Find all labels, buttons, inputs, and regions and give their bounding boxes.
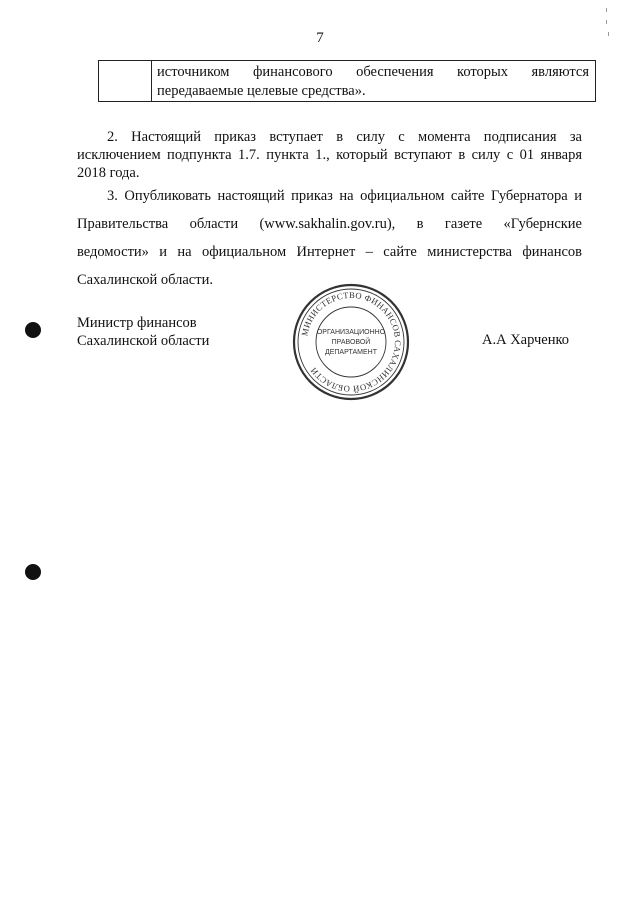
punch-hole — [25, 564, 41, 580]
signatory-title-line-1: Министр финансов — [77, 315, 197, 331]
table-text-line-1: источником финансового обеспечения которых являются — [157, 64, 589, 80]
official-stamp — [291, 282, 411, 402]
table-text-line-2: передаваемые целевые средства». — [157, 83, 366, 99]
stamp-outer-text: МИНИСТЕРСТВО ФИНАНСОВ САХАЛИНСКОЙ ОБЛАСТИ — [299, 289, 404, 395]
paragraph-2 — [77, 128, 582, 182]
page-number: 7 — [316, 30, 324, 46]
signatory-name: А.А Харченко — [482, 332, 570, 348]
paragraph-3-line-3: ведомости» и на официальном Интернет – сайте министерства финансов — [77, 244, 582, 260]
paragraph-3-line-1: 3. Опубликовать настоящий приказ на официальном сайте Губернатора и — [107, 188, 582, 204]
signatory-title-line-2: Сахалинской области — [77, 333, 210, 349]
scan-speck — [606, 20, 607, 24]
stamp-inner-line-1: ОРГАНИЗАЦИОННО — [316, 329, 386, 336]
paragraph-2-line-3: 2018 года. — [77, 165, 140, 181]
paragraph-2-line-1: 2. Настоящий приказ вступает в силу с момента подписания за — [107, 129, 582, 145]
paragraph-3-line-4: Сахалинской области. — [77, 272, 213, 288]
scan-speck — [606, 8, 607, 12]
stamp-inner-line-2: ПРАВОВОЙ — [331, 339, 371, 346]
paragraph-3 — [77, 182, 582, 294]
paragraph-3-line-2: Правительства области (www.sakhalin.gov.ru), в газете «Губернские — [77, 216, 582, 232]
scan-speck — [608, 32, 609, 36]
punch-hole — [25, 322, 41, 338]
table-cell-empty — [99, 61, 152, 101]
table-cell-text — [152, 61, 595, 101]
table-fragment — [98, 60, 596, 102]
stamp-inner-line-3: ДЕПАРТАМЕНТ — [324, 349, 378, 356]
paragraph-2-line-2: исключением подпункта 1.7. пункта 1., который вступают в силу с 01 января — [77, 147, 582, 163]
signatory-title — [77, 314, 209, 350]
